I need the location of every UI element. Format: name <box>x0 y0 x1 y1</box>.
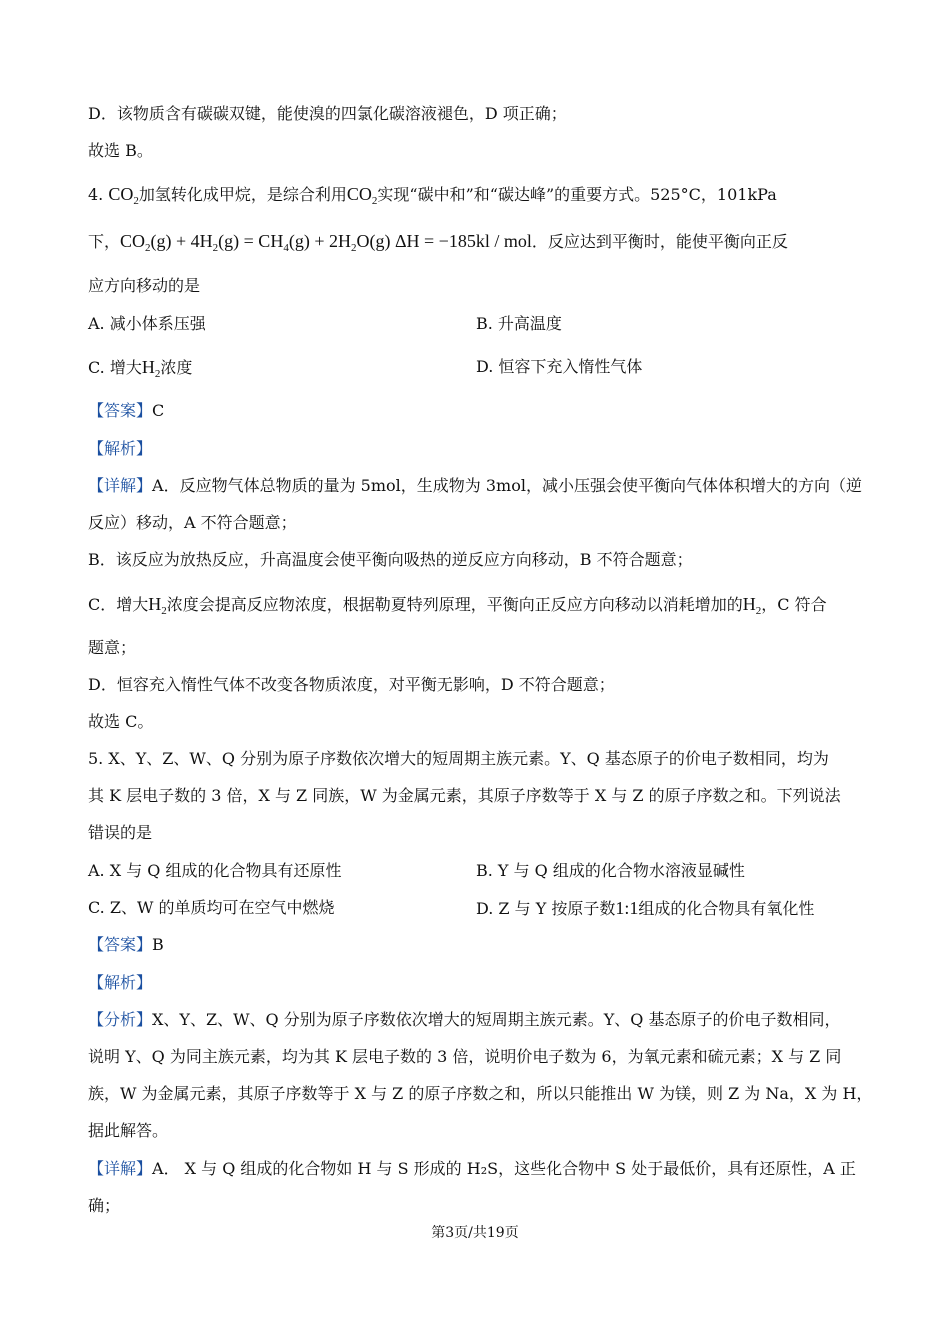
q4-option-a: A. 减小体系压强 <box>88 314 206 333</box>
q4-stem-text-a: 加氢转化成甲烷，是综合利用 <box>138 185 347 204</box>
q5-option-a: A. X 与 Q 组成的化合物具有还原性 <box>88 861 342 880</box>
answer-tag: 【答案】 <box>88 401 153 420</box>
q4-detail-a-line2: 反应）移动，A 不符合题意； <box>88 513 297 532</box>
q5-fenxi-line2: 说明 Y、Q 为同主族元素，均为其 K 层电子数的 3 倍，说明价电子数为 6，为氧元素和硫元素；X 与 Z 同 <box>88 1047 842 1066</box>
page-footer: 第3页/共19页 <box>431 1225 519 1241</box>
q4-stem-line2 <box>88 231 788 252</box>
fenxi-tag: 【分析】 <box>88 1010 153 1029</box>
q4-equation: $CO_2(g) + 4H_2(g) = CH_4(g) + 2H_2O(g) \Delta H = -185kl$ / mol <box>120 231 532 254</box>
q4-co2-formula: $CO_2$ <box>108 184 139 207</box>
q4-conclusion: 故选 C。 <box>88 712 154 731</box>
q4-detail-b: B．该反应为放热反应，升高温度会使平衡向吸热的逆反应方向移动，B 不符合题意； <box>88 550 693 569</box>
q4-line2-tail: ．反应达到平衡时，能使平衡向正反 <box>531 232 788 251</box>
q4-line2-lead: 下， <box>88 232 121 251</box>
q4-detail-d: D．恒容充入惰性气体不改变各物质浓度，对平衡无影响，D 不符合题意； <box>88 675 615 694</box>
q4-stem-line3: 应方向移动的是 <box>88 276 201 295</box>
q4-option-c: C. 增大$H_2$浓度 <box>88 357 193 380</box>
prev-option-d-text: D．该物质含有碳碳双键，能使溴的四氯化碳溶液褪色，D 项正确； <box>88 104 567 123</box>
q5-fenxi-line3: 族，W 为金属元素，其原子序数等于 X 与 Z 的原子序数之和，所以只能推出 W 为镁，则 Z 为 Na，X 为 H， <box>88 1084 873 1103</box>
q4-answer <box>88 401 164 421</box>
q5-option-b: B. Y 与 Q 组成的化合物水溶液显碱性 <box>476 861 745 880</box>
q4-detail-a-line1: 【详解】A．反应物气体总物质的量为 5mol，生成物为 3mol，减小压强会使平衡向气体体积增大的方向（逆 <box>88 476 862 495</box>
q5-option-d: D. Z 与 Y 按原子数1:1组成的化合物具有氧化性 <box>476 898 815 918</box>
q5-detail-a-line2: 确； <box>88 1196 121 1215</box>
q4-option-d: D. 恒容下充入惰性气体 <box>476 357 643 376</box>
prev-conclusion: 故选 B。 <box>88 141 153 160</box>
q5-fenxi-line1: 【分析】X、Y、Z、W、Q 分别为原子序数依次增大的短周期主族元素。Y、Q 基态原子的价电子数相同， <box>88 1010 841 1029</box>
q5-detail-a-line1: 【详解】A． X 与 Q 组成的化合物如 H 与 S 形成的 H₂S，这些化合物中 S 处于最低价，具有还原性，A 正 <box>88 1159 856 1178</box>
q5-stem-line2: 其 K 层电子数的 3 倍，X 与 Z 同族，W 为金属元素，其原子序数等于 X 与 Z 的原子序数之和。下列说法 <box>88 786 841 805</box>
q4-stem-text-b: 实现“碳中和”和“碳达峰”的重要方式。525°C，101kPa <box>377 185 777 204</box>
q4-detail-c-line1: C．增大$H_2$浓度会提高反应物浓度，根据勒夏特列原理，平衡向正反应方向移动以消耗增加的$H_2$，C 符合 <box>88 594 827 617</box>
q4-stem-line1 <box>88 184 777 205</box>
q5-fenxi-line4: 据此解答。 <box>88 1121 169 1140</box>
q4-detail-c-line2: 题意； <box>88 638 137 657</box>
detail-tag: 【详解】 <box>88 476 153 495</box>
q4-analysis-heading: 【解析】 <box>88 439 153 458</box>
q5-answer: 【答案】B <box>88 935 164 954</box>
q4-co2-formula-2: $CO_2$ <box>346 184 378 207</box>
q4-number: 4. <box>88 185 104 204</box>
q4-option-b: B. 升高温度 <box>476 314 562 333</box>
q5-stem-line1: 5. X、Y、Z、W、Q 分别为原子序数依次增大的短周期主族元素。Y、Q 基态原子的价电子数相同，均为 <box>88 749 829 768</box>
q5-option-c: C. Z、W 的单质均可在空气中燃烧 <box>88 898 335 917</box>
answer-value: C <box>152 401 165 420</box>
q5-analysis-heading: 【解析】 <box>88 973 153 992</box>
q5-stem-line3: 错误的是 <box>88 823 153 842</box>
